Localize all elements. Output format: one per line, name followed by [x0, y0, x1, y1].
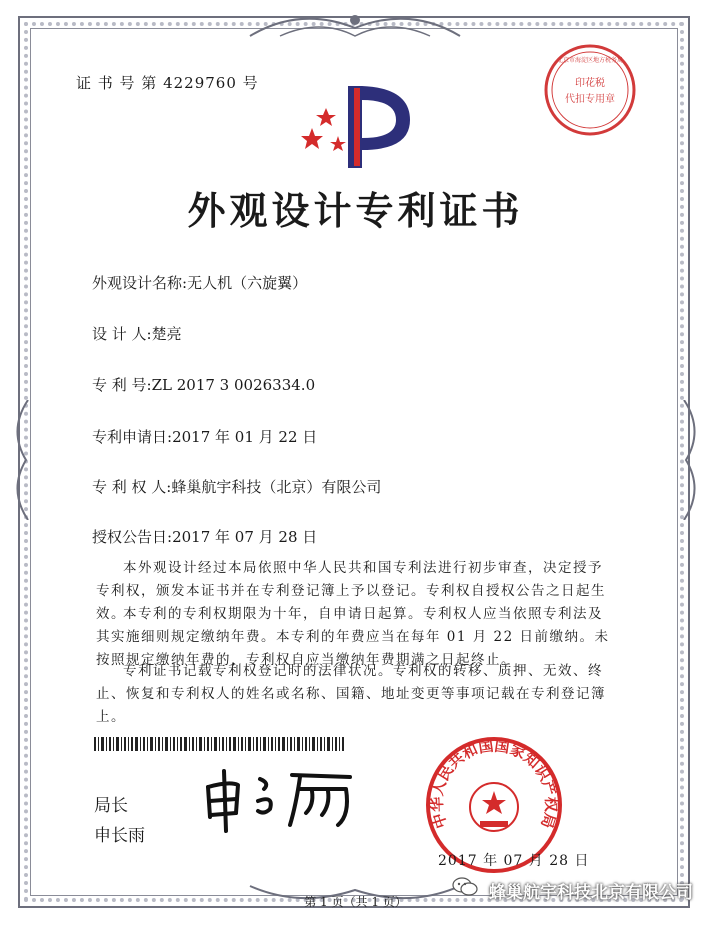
- svg-text:中华人民共和国国家知识产权局: 中华人民共和国国家知识产权局: [427, 736, 561, 831]
- certificate-number: 证 书 号 第 4229760 号: [76, 74, 259, 92]
- paragraph-grant: 本外观设计经过本局依照中华人民共和国专利法进行初步审查，决定授予专利权，颁发本证书并在专利登记簿上予以登记。专利权自授权公告之日起生效。: [96, 560, 606, 622]
- field-value: 2017 年 01 月 22 日: [172, 428, 318, 446]
- right-ornament: [678, 400, 704, 520]
- director-role: 局长: [94, 796, 128, 816]
- field-label: 授权公告日:: [92, 528, 173, 546]
- field-design-name: [92, 272, 307, 293]
- wechat-icon: [452, 876, 478, 898]
- field-label: 专利申请日:: [92, 428, 173, 446]
- field-label: 专 利 号:: [92, 376, 152, 394]
- svg-text:印花税: 印花税: [575, 78, 605, 89]
- paragraph-legal-status: 专利证书记载专利权登记时的法律状况。专利权的转移、质押、无效、终止、恢复和专利权人的姓名或名称、国籍、地址变更等事项记载在专利登记簿上。: [96, 663, 606, 725]
- watermark-text: 蜂巢航宇科技北京有限公司: [489, 883, 693, 903]
- field-patent-number: [92, 374, 315, 395]
- seal-date: 2017 年 07 月 28 日: [438, 853, 590, 869]
- field-designer: [92, 323, 182, 344]
- barcode: [94, 737, 344, 751]
- field-value: 楚亮: [151, 325, 182, 343]
- certificate-title: 外观设计专利证书: [187, 188, 524, 233]
- field-label: 专 利 权 人:: [92, 478, 172, 496]
- handwritten-signature: [200, 765, 360, 835]
- paragraph-term: 本专利的专利权期限为十年，自申请日起算。专利权人应当依照专利法及其实施细则规定缴纳年费。本专利的年费应当在每年 01 月 22 日前缴纳。未按照规定缴纳年费的，专利权自应当缴纳年费期满之日起终止。: [96, 606, 610, 668]
- top-ornament: [240, 6, 470, 46]
- cnipa-emblem-icon: [300, 78, 420, 173]
- field-value: ZL 2017 3 0026334.0: [151, 376, 316, 394]
- field-label: 外观设计名称:: [92, 274, 188, 292]
- field-label: 设 计 人:: [92, 325, 152, 343]
- page-number: 第 1 页（共 1 页）: [304, 895, 407, 909]
- field-value: 2017 年 07 月 28 日: [172, 528, 318, 546]
- field-grant-date: [92, 526, 317, 547]
- field-value: 蜂巢航宇科技（北京）有限公司: [171, 478, 382, 496]
- field-application-date: [92, 426, 317, 447]
- svg-text:北京市海淀区地方税务局: 北京市海淀区地方税务局: [556, 57, 624, 64]
- field-patentee: [92, 476, 381, 497]
- svg-text:代扣专用章: 代扣专用章: [565, 94, 615, 105]
- tax-stamp: [540, 40, 640, 140]
- director-name: 申长雨: [94, 826, 145, 846]
- field-value: 无人机（六旋翼）: [187, 274, 308, 292]
- left-ornament: [8, 400, 34, 520]
